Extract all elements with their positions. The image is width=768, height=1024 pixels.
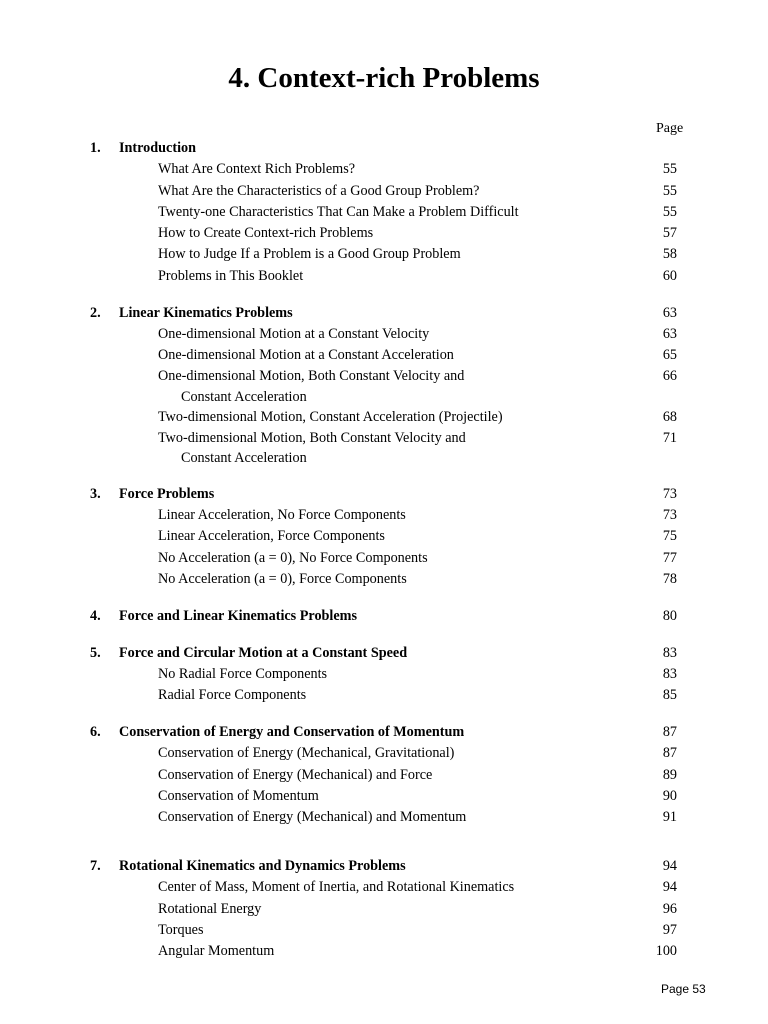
entry-page-number: 100 xyxy=(655,943,677,960)
toc-entry[interactable] xyxy=(0,548,768,569)
entry-page-number: 60 xyxy=(662,267,677,284)
entry-title: Angular Momentum xyxy=(158,943,275,960)
entry-page-number: 96 xyxy=(662,900,677,917)
section-title: Linear Kinematics Problems xyxy=(119,304,293,321)
entry-title: Constant Acceleration xyxy=(181,450,307,467)
toc-entry[interactable] xyxy=(0,685,768,706)
entry-page-number: 97 xyxy=(662,921,677,938)
section-number: 4. xyxy=(90,607,101,624)
toc-section-heading[interactable] xyxy=(0,484,768,505)
entry-page-number: 89 xyxy=(662,766,677,783)
section-number: 6. xyxy=(90,724,101,741)
entry-page-number: 63 xyxy=(662,325,677,342)
entry-title: How to Judge If a Problem is a Good Group Problem xyxy=(158,246,461,263)
toc-entry[interactable] xyxy=(0,941,768,962)
toc-section-heading[interactable] xyxy=(0,606,768,627)
entry-page-number: 65 xyxy=(662,347,677,364)
toc-entry[interactable] xyxy=(0,743,768,764)
entry-title: What Are the Characteristics of a Good Group Problem? xyxy=(158,182,480,199)
table-of-contents xyxy=(0,138,768,963)
entry-title: Conservation of Energy (Mechanical) and Momentum xyxy=(158,809,467,826)
entry-title: Two-dimensional Motion, Both Constant Velocity and xyxy=(158,430,466,447)
toc-entry[interactable] xyxy=(0,569,768,590)
section-page-number: 83 xyxy=(662,644,677,661)
entry-page-number: 87 xyxy=(662,745,677,762)
section-title: Introduction xyxy=(119,140,196,156)
entry-title: No Radial Force Components xyxy=(158,665,328,682)
toc-section-heading[interactable] xyxy=(0,138,768,159)
toc-section xyxy=(0,722,768,828)
entry-page-number: 55 xyxy=(662,161,677,178)
toc-entry[interactable] xyxy=(0,223,768,244)
toc-entry[interactable] xyxy=(0,899,768,920)
toc-entry-continuation xyxy=(0,388,768,407)
entry-title: No Acceleration (a = 0), No Force Components xyxy=(158,549,428,566)
toc-section-heading[interactable] xyxy=(0,856,768,877)
toc-entry[interactable] xyxy=(0,807,768,828)
toc-section-heading[interactable] xyxy=(0,643,768,664)
page-title: 4. Context-rich Problems xyxy=(228,62,540,94)
toc-entry[interactable] xyxy=(0,664,768,685)
toc-section xyxy=(0,643,768,707)
entry-page-number: 68 xyxy=(662,408,677,425)
entry-title: Conservation of Energy (Mechanical) and Force xyxy=(158,766,433,783)
section-page-number: 87 xyxy=(662,724,677,741)
toc-entry[interactable] xyxy=(0,428,768,449)
toc-entry[interactable] xyxy=(0,526,768,547)
toc-entry[interactable] xyxy=(0,505,768,526)
toc-entry[interactable] xyxy=(0,786,768,807)
section-number: 7. xyxy=(90,858,101,875)
section-title: Force and Linear Kinematics Problems xyxy=(119,607,358,624)
entry-title: Twenty-one Characteristics That Can Make a Problem Difficult xyxy=(158,203,519,220)
section-title: Force and Circular Motion at a Constant Speed xyxy=(119,644,408,661)
section-number: 2. xyxy=(90,304,101,321)
entry-title: Linear Acceleration, No Force Components xyxy=(158,507,406,524)
entry-page-number: 91 xyxy=(662,809,677,826)
section-number: 5. xyxy=(90,644,101,661)
toc-entry[interactable] xyxy=(0,877,768,898)
entry-title: Conservation of Energy (Mechanical, Gravitational) xyxy=(158,745,455,762)
entry-page-number: 71 xyxy=(662,430,677,447)
toc-entry[interactable] xyxy=(0,181,768,202)
toc-entry[interactable] xyxy=(0,159,768,180)
entry-title: Problems in This Booklet xyxy=(158,267,304,284)
page-footer: Page 53 xyxy=(661,982,706,996)
entry-page-number: 57 xyxy=(662,225,677,242)
entry-page-number: 73 xyxy=(662,507,677,524)
section-title: Rotational Kinematics and Dynamics Problems xyxy=(119,858,406,875)
toc-entry[interactable] xyxy=(0,765,768,786)
entry-title: Two-dimensional Motion, Constant Acceleration (Projectile) xyxy=(158,408,503,425)
toc-entry[interactable] xyxy=(0,920,768,941)
toc-entry[interactable] xyxy=(0,202,768,223)
section-number: 3. xyxy=(90,485,101,502)
section-number: 1. xyxy=(90,140,101,156)
entry-page-number: 75 xyxy=(662,528,677,545)
entry-title: Linear Acceleration, Force Components xyxy=(158,528,385,545)
entry-title: Conservation of Momentum xyxy=(158,787,319,804)
section-title: Force Problems xyxy=(119,485,215,502)
section-page-number: 73 xyxy=(662,485,677,502)
entry-page-number: 66 xyxy=(662,368,677,385)
toc-section-heading[interactable] xyxy=(0,722,768,743)
toc-section xyxy=(0,484,768,590)
entry-title: What Are Context Rich Problems? xyxy=(158,161,356,178)
entry-page-number: 58 xyxy=(662,246,677,263)
entry-title: How to Create Context-rich Problems xyxy=(158,225,374,242)
entry-title: Rotational Energy xyxy=(158,900,262,917)
entry-title: One-dimensional Motion, Both Constant Velocity and xyxy=(158,368,465,385)
toc-section xyxy=(0,856,768,962)
toc-entry[interactable] xyxy=(0,345,768,366)
entry-page-number: 78 xyxy=(662,571,677,588)
entry-title: No Acceleration (a = 0), Force Components xyxy=(158,571,407,588)
toc-entry[interactable] xyxy=(0,266,768,287)
toc-section xyxy=(0,606,768,627)
toc-entry-continuation xyxy=(0,449,768,468)
entry-title: Torques xyxy=(158,921,204,938)
entry-page-number: 85 xyxy=(662,687,677,704)
section-page-number: 80 xyxy=(662,607,677,624)
toc-section xyxy=(0,303,768,469)
page-column-label: Page xyxy=(656,121,684,136)
toc-entry[interactable] xyxy=(0,366,768,387)
section-page-number: 63 xyxy=(662,304,677,321)
entry-title: Radial Force Components xyxy=(158,687,307,704)
entry-page-number: 55 xyxy=(662,203,677,220)
toc-section-heading[interactable] xyxy=(0,303,768,324)
entry-title: One-dimensional Motion at a Constant Velocity xyxy=(158,325,430,342)
entry-page-number: 94 xyxy=(662,879,677,896)
entry-page-number: 90 xyxy=(662,787,677,804)
entry-title: One-dimensional Motion at a Constant Acceleration xyxy=(158,347,454,364)
section-title: Conservation of Energy and Conservation of Momentum xyxy=(119,724,465,741)
entry-page-number: 55 xyxy=(662,182,677,199)
entry-page-number: 83 xyxy=(662,665,677,682)
toc-entry[interactable] xyxy=(0,244,768,265)
section-page-number: 94 xyxy=(662,858,677,875)
toc-entry[interactable] xyxy=(0,324,768,345)
entry-title: Constant Acceleration xyxy=(181,388,307,405)
toc-entry[interactable] xyxy=(0,407,768,428)
entry-page-number: 77 xyxy=(662,549,677,566)
entry-title: Center of Mass, Moment of Inertia, and Rotational Kinematics xyxy=(158,879,515,896)
toc-section xyxy=(0,138,768,287)
